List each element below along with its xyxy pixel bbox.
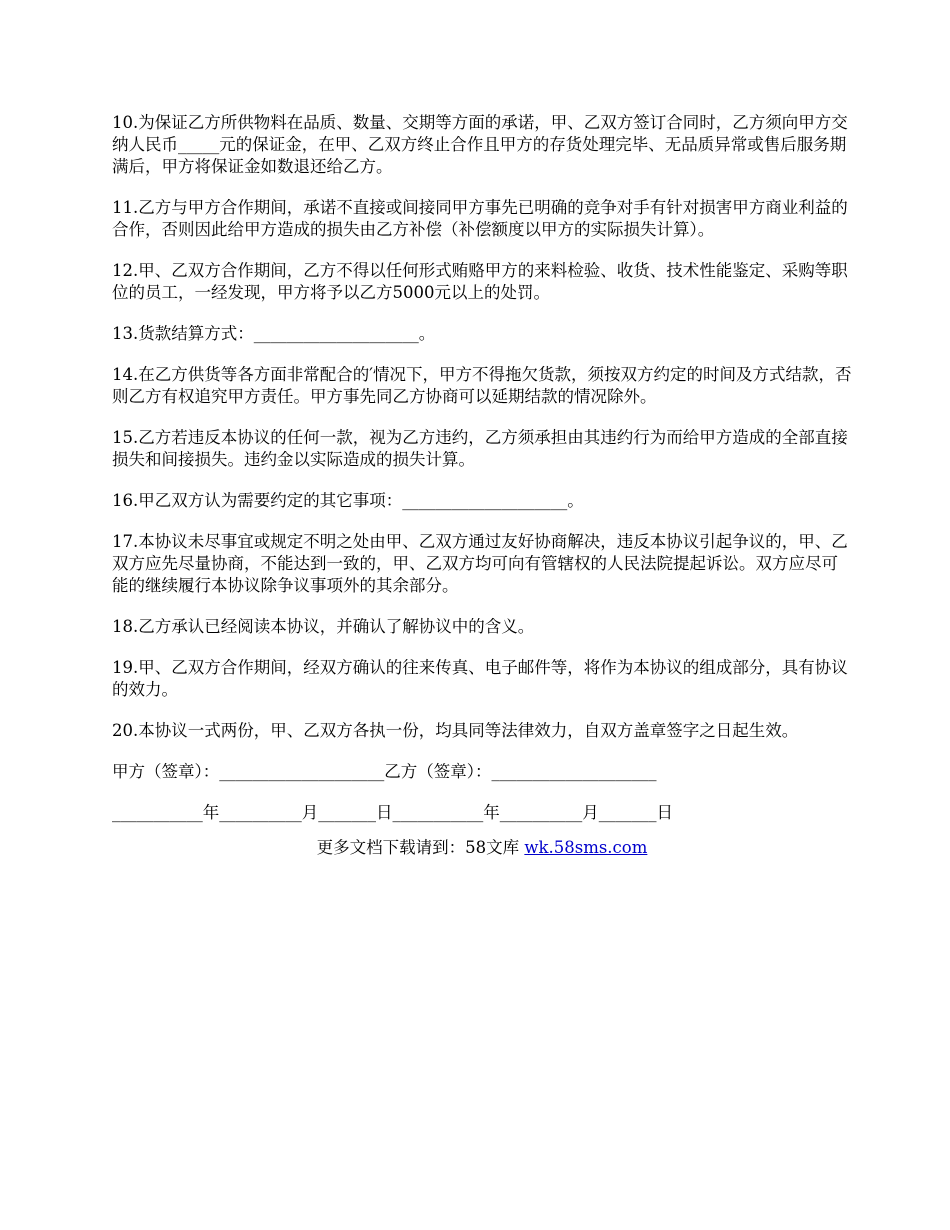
footer-link[interactable]: wk.58sms.com bbox=[524, 838, 648, 857]
party-b-signature: 乙方（签章）：____________________ bbox=[384, 762, 657, 781]
document-page bbox=[112, 112, 852, 859]
footer-text: 更多文档下载请到：58文库 bbox=[316, 838, 525, 857]
clause-16: 16.甲乙双方认为需要约定的其它事项：____________________。 bbox=[112, 491, 584, 510]
clause-19: 19.甲、乙双方合作期间，经双方确认的往来传真、电子邮件等，将作为本协议的组成部分，具有协议的效力。 bbox=[112, 658, 848, 699]
footer bbox=[112, 837, 852, 859]
date-line: ___________年__________月_______日___________年__________月_______日 bbox=[112, 803, 673, 822]
clause-14: 14.在乙方供货等各方面非常配合的′情况下，甲方不得拖欠货款，须按双方约定的时间及方式结款，否则乙方有权追究甲方责任。甲方事先同乙方协商可以延期结款的情况除外。 bbox=[112, 365, 852, 406]
clause-15: 15.乙方若违反本协议的任何一款，视为乙方违约，乙方须承担由其违约行为而给甲方造成的全部直接损失和间接损失。违约金以实际造成的损失计算。 bbox=[112, 428, 848, 469]
clause-13: 13.货款结算方式：____________________。 bbox=[112, 324, 436, 343]
signature-line bbox=[112, 761, 852, 783]
clause-12: 12.甲、乙双方合作期间，乙方不得以任何形式贿赂甲方的来料检验、收货、技术性能鉴定、采购等职位的员工，一经发现，甲方将予以乙方5000元以上的处罚。 bbox=[112, 261, 848, 302]
clause-20: 20.本协议一式两份，甲、乙双方各执一份，均具同等法律效力，自双方盖章签字之日起生效。 bbox=[112, 721, 799, 740]
clause-11: 11.乙方与甲方合作期间，承诺不直接或间接同甲方事先已明确的竞争对手有针对损害甲方商业利益的合作，否则因此给甲方造成的损失由乙方补偿（补偿额度以甲方的实际损失计算）。 bbox=[112, 198, 848, 239]
clause-10: 10.为保证乙方所供物料在品质、数量、交期等方面的承诺，甲、乙双方签订合同时，乙方须向甲方交纳人民币_____元的保证金，在甲、乙双方终止合作且甲方的存货处理完毕、无品质异常或售后服务期满后，甲方将保证金如数退还给乙方。 bbox=[112, 113, 848, 176]
clause-18: 18.乙方承认已经阅读本协议，并确认了解协议中的含义。 bbox=[112, 617, 535, 636]
clause-17: 17.本协议未尽事宜或规定不明之处由甲、乙双方通过友好协商解决，违反本协议引起争议的，甲、乙双方应先尽量协商，不能达到一致的，甲、乙双方均可向有管辖权的人民法院提起诉讼。双方应尽可能的继续履行本协议除争议事项外的其余部分。 bbox=[112, 532, 848, 595]
party-a-signature: 甲方（签章）：____________________ bbox=[112, 762, 385, 781]
